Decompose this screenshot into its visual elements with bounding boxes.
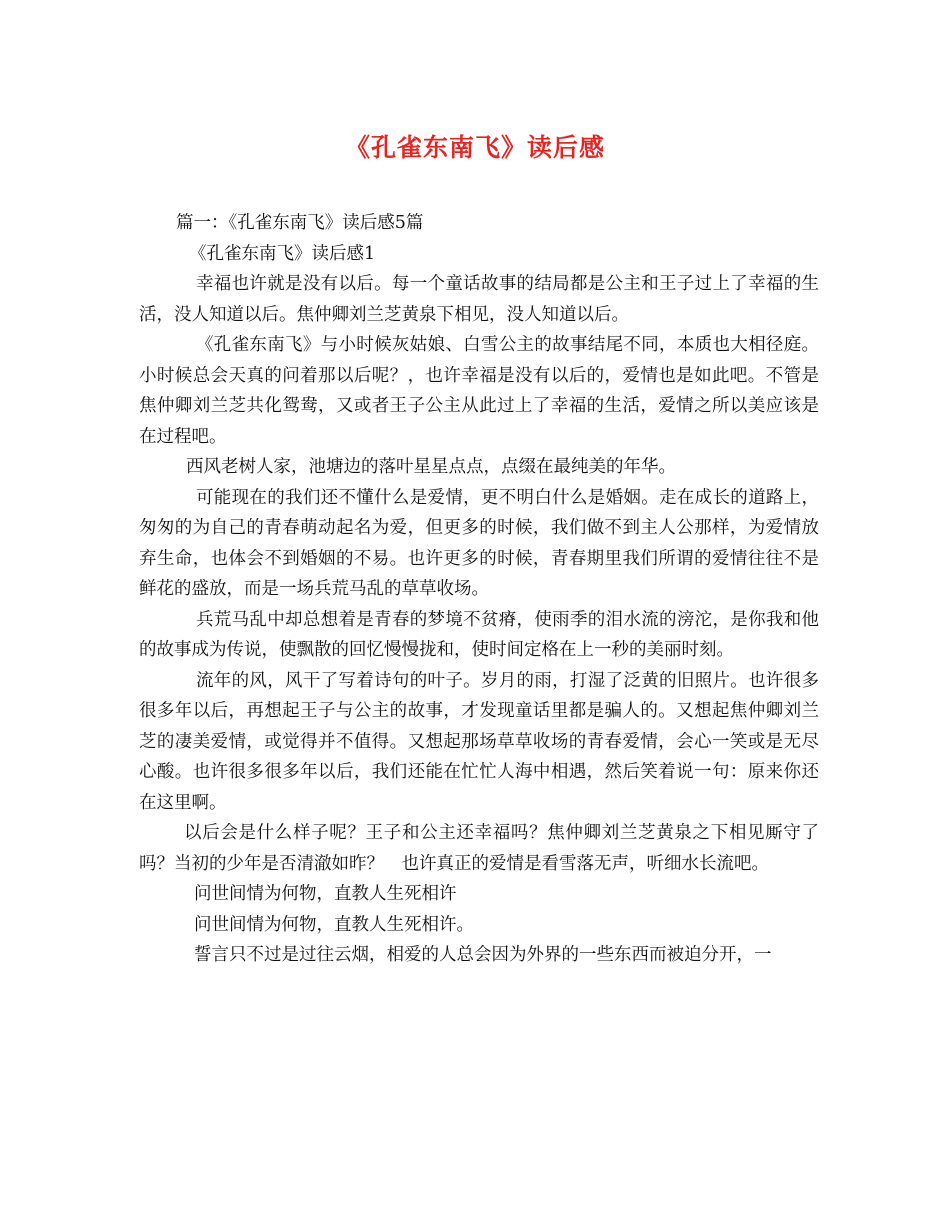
paragraph: 以后会是什么样子呢？王子和公主还幸福吗？焦仲卿刘兰芝黄泉之下相见厮守了吗？当初的少年是否清澈如昨？ 也许真正的爱情是看雪落无声，听细水长流吧。 (139, 823, 819, 874)
paragraph: 问世间情为何物，直教人生死相许 (194, 884, 457, 904)
subsection-heading: 《孔雀东南飞》读后感1 (189, 243, 376, 264)
paragraph: 兵荒马乱中却总想着是青春的梦境不贫瘠，使雨季的泪水流的滂沱，是你我和他的故事成为传说，使飘散的回忆慢慢拢和，使时间定格在上一秒的美丽时刻。 (139, 609, 819, 660)
paragraph: 可能现在的我们还不懂什么是爱情，更不明白什么是婚姻。走在成长的道路上，匆匆的为自己的青春萌动起名为爱，但更多的时候，我们做不到主人公那样，为爱情放弃生命，也体会不到婚姻的不易。也许更多的时候，青春期里我们所谓的爱情往往不是鲜花的盛放，而是一场兵荒马乱的草草收场。 (139, 487, 819, 599)
section-heading: 篇一：《孔雀东南飞》读后感5篇 (176, 213, 424, 233)
document-body (139, 208, 819, 971)
paragraph: 流年的风，风干了写着诗句的叶子。岁月的雨，打湿了泛黄的旧照片。也许很多很多年以后，再想起王子与公主的故事，才发现童话里都是骗人的。又想起焦仲卿刘兰芝的凄美爱情，或觉得并不值得。又想起那场草草收场的青春爱情，会心一笑或是无尽心酸。也许很多很多年以后，我们还能在忙忙人海中相遇，然后笑着说一句：原来你还在这里啊。 (139, 670, 819, 813)
paragraph: 问世间情为何物，直教人生死相许。 (194, 914, 474, 935)
document-title: 《孔雀东南飞》读后感 (344, 133, 605, 162)
paragraph: 誓言只不过是过往云烟，相爱的人总会因为外界的一些东西而被迫分开，一 (194, 945, 772, 965)
paragraph: 西风老树人家，池塘边的落叶星星点点，点缀在最纯美的年华。 (186, 457, 676, 477)
paragraph: 幸福也许就是没有以后。每一个童话故事的结局都是公主和王子过上了幸福的生活，没人知道以后。焦仲卿刘兰芝黄泉下相见，没人知道以后。 (139, 274, 819, 325)
paragraph: 《孔雀东南飞》与小时候灰姑娘、白雪公主的故事结尾不同，本质也大相径庭。小时候总会天真的问着那以后呢？，也许幸福是没有以后的，爱情也是如此吧。不管是焦仲卿刘兰芝共化鸳鸯，又或者王子公主从此过上了幸福的生活，爱情之所以美应该是在过程吧。 (139, 335, 819, 447)
